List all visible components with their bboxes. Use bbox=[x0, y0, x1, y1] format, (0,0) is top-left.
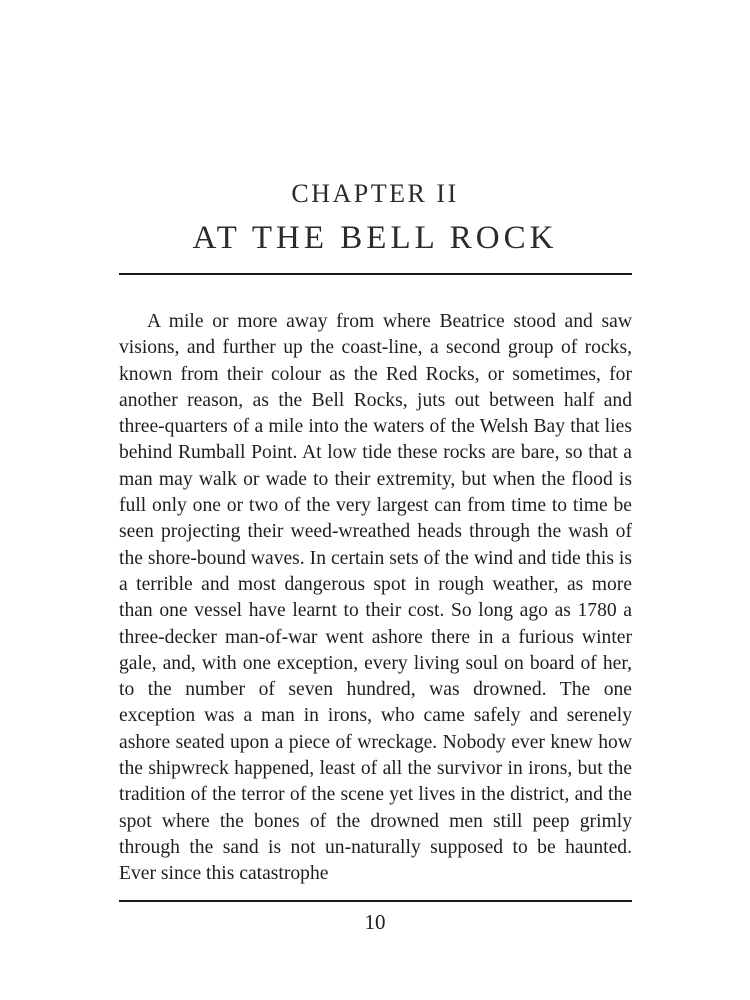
chapter-title: AT THE BELL ROCK bbox=[192, 220, 558, 256]
body-paragraph: A mile or more away from where Beatrice stood and saw visions, and further up the coast-line, a second group of rocks, known from their colour as the Red Rocks, or sometimes, for another reason, as the Bell Rocks, juts out between half and three-quarters of a mile into the waters of the Welsh Bay that lies behind Rumball Point. At low tide these rocks are bare, so that a man may walk or wade to their extremity, but when the flood is full only one or two of the very largest can from time to time be seen projecting their weed-wreathed heads through the wash of the shore-bound waves. In certain sets of the wind and tide this is a terrible and most dangerous spot in rough weather, as more than one vessel have learnt to their cost. So long ago as 1780 a three-decker man-of-war went ashore there in a furious winter gale, and, with one exception, every living soul on board of her, to the number of seven hundred, was drowned. The one exception was a man in irons, who came safely and serenely ashore seated upon a piece of wreckage. Nobody ever knew how the shipwreck happened, least of all the survivor in irons, but the tradition of the terror of the scene yet lives in the district, and the spot where the bones of the drowned men still peep grimly through the sand is not un-naturally supposed to be haunted. Ever since this catastrophe bbox=[119, 311, 632, 885]
page-number: 10 bbox=[364, 910, 386, 934]
header-divider bbox=[119, 273, 632, 275]
chapter-label: CHAPTER II bbox=[291, 179, 459, 208]
footer-divider bbox=[119, 900, 632, 902]
